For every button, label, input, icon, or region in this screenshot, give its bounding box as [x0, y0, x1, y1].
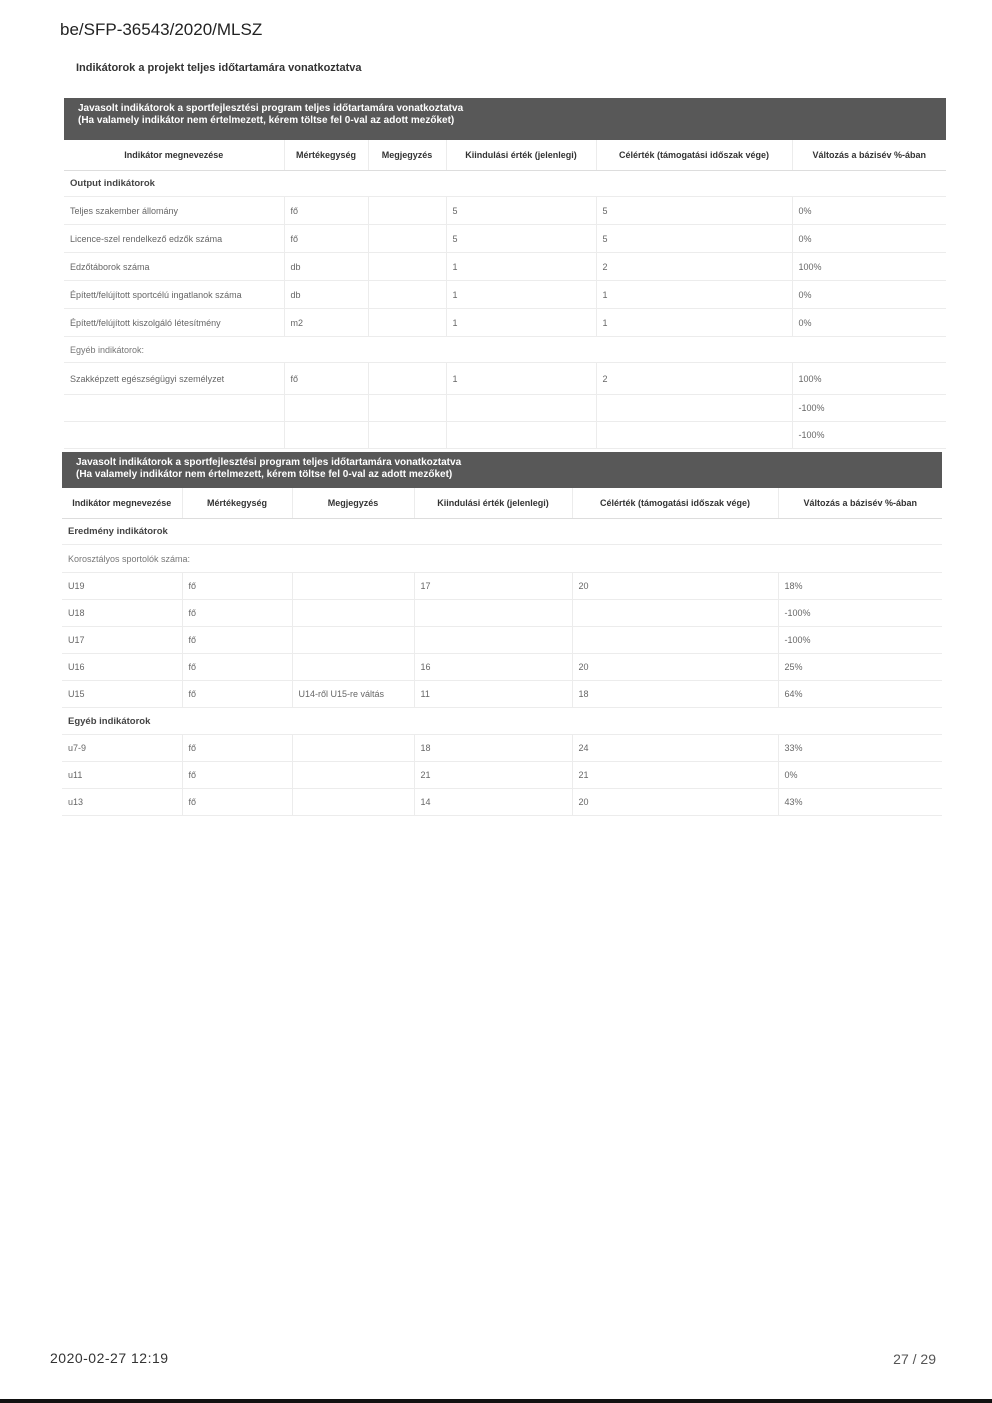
- cell-change: -100%: [792, 395, 946, 422]
- cell-target: [596, 422, 792, 449]
- cell-change: 25%: [778, 654, 942, 681]
- footer-datetime: 2020-02-27 12:19: [50, 1350, 169, 1366]
- cell-change: 0%: [778, 762, 942, 789]
- cell-name: U19: [62, 573, 182, 600]
- cell-target: [596, 395, 792, 422]
- cell-name: Épített/felújított kiszolgáló létesítmény: [64, 309, 284, 337]
- cell-start: 5: [446, 197, 596, 225]
- cell-target: 1: [596, 309, 792, 337]
- subgroup-label: Korosztályos sportolók száma:: [62, 545, 942, 573]
- cell-note: [368, 225, 446, 253]
- cell-note: [292, 735, 414, 762]
- cell-unit: m2: [284, 309, 368, 337]
- header-target-value: Célérték (támogatási időszak vége): [596, 140, 792, 171]
- group-label: Output indikátorok: [64, 171, 946, 197]
- output-indicators-table: [64, 98, 946, 449]
- result-indicators-table: [62, 452, 942, 816]
- header-start-value: Kiindulási érték (jelenlegi): [446, 140, 596, 171]
- section-title: Indikátorok a projekt teljes időtartamára vonatkoztatva: [76, 62, 362, 74]
- cell-target: 5: [596, 225, 792, 253]
- cell-change: 43%: [778, 789, 942, 816]
- header-start-value: Kiindulási érték (jelenlegi): [414, 488, 572, 519]
- table-header-row: [62, 488, 942, 519]
- cell-start: 18: [414, 735, 572, 762]
- cell-name: [64, 395, 284, 422]
- cell-unit: [284, 395, 368, 422]
- group-row: [62, 545, 942, 573]
- cell-start: [414, 627, 572, 654]
- cell-name: U15: [62, 681, 182, 708]
- cell-note: [368, 363, 446, 395]
- group-row: [64, 337, 946, 363]
- cell-target: 2: [596, 253, 792, 281]
- cell-note: [368, 309, 446, 337]
- cell-name: U17: [62, 627, 182, 654]
- cell-unit: db: [284, 253, 368, 281]
- cell-start: 1: [446, 281, 596, 309]
- cell-change: 100%: [792, 253, 946, 281]
- header-target-value: Célérték (támogatási időszak vége): [572, 488, 778, 519]
- cell-start: 21: [414, 762, 572, 789]
- cell-target: 5: [596, 197, 792, 225]
- cell-change: 0%: [792, 197, 946, 225]
- cell-name: [64, 422, 284, 449]
- cell-name: u7-9: [62, 735, 182, 762]
- table-row: [64, 363, 946, 395]
- cell-name: Edzőtáborok száma: [64, 253, 284, 281]
- cell-change: 100%: [792, 363, 946, 395]
- table-row: [64, 422, 946, 449]
- cell-unit: fő: [284, 363, 368, 395]
- cell-unit: fő: [182, 681, 292, 708]
- cell-note: [292, 654, 414, 681]
- table-row: [62, 600, 942, 627]
- cell-target: 24: [572, 735, 778, 762]
- cell-start: [414, 600, 572, 627]
- cell-name: U16: [62, 654, 182, 681]
- cell-start: 11: [414, 681, 572, 708]
- group-row: [62, 519, 942, 545]
- cell-change: 0%: [792, 225, 946, 253]
- cell-change: 33%: [778, 735, 942, 762]
- group-row: [62, 708, 942, 735]
- cell-change: 0%: [792, 309, 946, 337]
- bottom-edge: [0, 1399, 992, 1403]
- table-row: [64, 225, 946, 253]
- header-indicator-name: Indikátor megnevezése: [62, 488, 182, 519]
- cell-start: 1: [446, 253, 596, 281]
- cell-target: [572, 600, 778, 627]
- cell-note: [368, 395, 446, 422]
- cell-unit: db: [284, 281, 368, 309]
- table-row: [64, 253, 946, 281]
- cell-start: 5: [446, 225, 596, 253]
- banner-line-2: (Ha valamely indikátor nem értelmezett, kérem töltse fel 0-val az adott mezőket): [76, 469, 453, 480]
- cell-name: Teljes szakember állomány: [64, 197, 284, 225]
- cell-note: [292, 600, 414, 627]
- banner-line-1: Javasolt indikátorok a sportfejlesztési program teljes időtartamára vonatkoztatva: [76, 457, 462, 468]
- cell-unit: fő: [182, 627, 292, 654]
- cell-target: 21: [572, 762, 778, 789]
- cell-note: [292, 573, 414, 600]
- cell-note: U14-ről U15-re váltás: [292, 681, 414, 708]
- cell-unit: fő: [284, 225, 368, 253]
- table-header-row: [64, 140, 946, 171]
- cell-target: 20: [572, 573, 778, 600]
- indicator-table: [64, 140, 946, 449]
- cell-note: [368, 197, 446, 225]
- cell-start: [446, 422, 596, 449]
- cell-note: [292, 789, 414, 816]
- header-note: Megjegyzés: [292, 488, 414, 519]
- table-row: [62, 573, 942, 600]
- table-row: [62, 627, 942, 654]
- cell-name: u13: [62, 789, 182, 816]
- cell-target: 20: [572, 789, 778, 816]
- table-row: [62, 654, 942, 681]
- header-note: Megjegyzés: [368, 140, 446, 171]
- banner-line-2: (Ha valamely indikátor nem értelmezett, kérem töltse fel 0-val az adott mezőket): [78, 115, 455, 126]
- cell-target: 20: [572, 654, 778, 681]
- table-row: [62, 789, 942, 816]
- cell-change: -100%: [778, 627, 942, 654]
- group-row: [64, 171, 946, 197]
- cell-note: [368, 281, 446, 309]
- cell-unit: fő: [182, 573, 292, 600]
- cell-unit: fő: [182, 654, 292, 681]
- group-label: Eredmény indikátorok: [62, 519, 942, 545]
- page-number: 27 / 29: [893, 1351, 936, 1367]
- cell-name: u11: [62, 762, 182, 789]
- header-indicator-name: Indikátor megnevezése: [64, 140, 284, 171]
- table-row: [64, 395, 946, 422]
- table-row: [64, 197, 946, 225]
- cell-note: [292, 762, 414, 789]
- cell-start: 16: [414, 654, 572, 681]
- cell-unit: fő: [182, 762, 292, 789]
- table-banner: [62, 452, 942, 488]
- table-row: [62, 762, 942, 789]
- cell-start: 17: [414, 573, 572, 600]
- cell-unit: fő: [182, 600, 292, 627]
- cell-target: 18: [572, 681, 778, 708]
- cell-target: 1: [596, 281, 792, 309]
- cell-unit: fő: [182, 789, 292, 816]
- cell-name: Licence-szel rendelkező edzők száma: [64, 225, 284, 253]
- header-unit: Mértékegység: [182, 488, 292, 519]
- cell-change: -100%: [778, 600, 942, 627]
- cell-start: [446, 395, 596, 422]
- cell-name: Épített/felújított sportcélú ingatlanok száma: [64, 281, 284, 309]
- indicator-table: [62, 488, 942, 816]
- header-change: Változás a bázisév %-ában: [778, 488, 942, 519]
- cell-unit: fő: [284, 197, 368, 225]
- cell-change: 0%: [792, 281, 946, 309]
- cell-note: [368, 253, 446, 281]
- table-banner: [64, 98, 946, 140]
- cell-note: [368, 422, 446, 449]
- cell-note: [292, 627, 414, 654]
- cell-unit: fő: [182, 735, 292, 762]
- cell-change: 64%: [778, 681, 942, 708]
- cell-change: 18%: [778, 573, 942, 600]
- document-id: be/SFP-36543/2020/MLSZ: [60, 20, 263, 39]
- group-label: Egyéb indikátorok:: [64, 337, 946, 363]
- header-unit: Mértékegység: [284, 140, 368, 171]
- cell-start: 14: [414, 789, 572, 816]
- banner-line-1: Javasolt indikátorok a sportfejlesztési program teljes időtartamára vonatkoztatva: [78, 103, 464, 114]
- cell-target: [572, 627, 778, 654]
- header-change: Változás a bázisév %-ában: [792, 140, 946, 171]
- cell-start: 1: [446, 363, 596, 395]
- table-row: [64, 309, 946, 337]
- cell-change: -100%: [792, 422, 946, 449]
- cell-name: U18: [62, 600, 182, 627]
- cell-start: 1: [446, 309, 596, 337]
- table-row: [62, 735, 942, 762]
- cell-unit: [284, 422, 368, 449]
- cell-target: 2: [596, 363, 792, 395]
- group-label: Egyéb indikátorok: [62, 708, 942, 735]
- table-row: [64, 281, 946, 309]
- table-row: [62, 681, 942, 708]
- cell-name: Szakképzett egészségügyi személyzet: [64, 363, 284, 395]
